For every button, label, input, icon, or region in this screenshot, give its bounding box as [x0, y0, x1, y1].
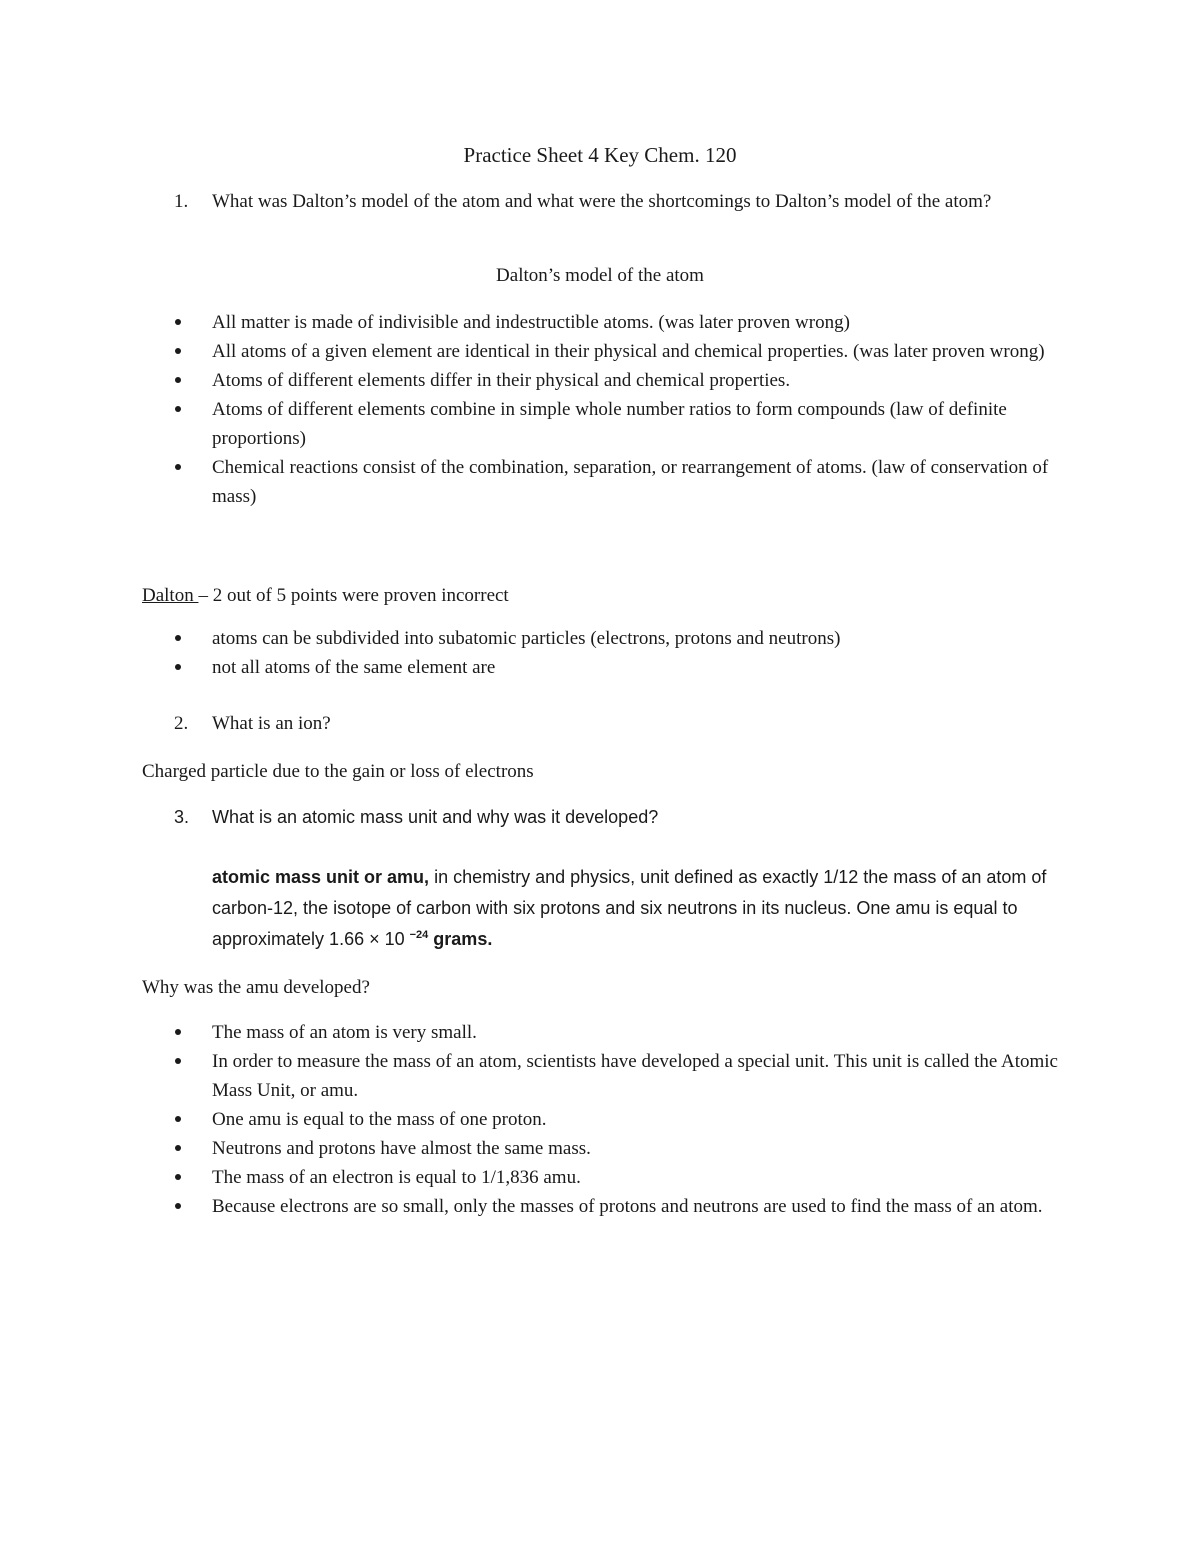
dalton-model-list	[212, 308, 1062, 511]
question-number: 1.	[174, 191, 189, 212]
question-1	[174, 187, 1054, 216]
question-number: 2.	[174, 713, 189, 734]
list-item: Atoms of different elements differ in their physical and chemical properties.	[212, 366, 1062, 395]
why-heading: Why was the amu developed?	[142, 977, 370, 998]
list-item: All matter is made of indivisible and indestructible atoms. (was later proven wrong)	[212, 308, 1062, 337]
list-item: Chemical reactions consist of the combination, separation, or rearrangement of atoms. (law of conservation of mass)	[212, 453, 1062, 511]
list-item: Neutrons and protons have almost the same mass.	[212, 1134, 1062, 1163]
summary-text: – 2 out of 5 points were proven incorrect	[198, 585, 509, 606]
list-item: Because electrons are so small, only the masses of protons and neutrons are used to find the mass of an atom.	[212, 1192, 1062, 1221]
list-item: The mass of an electron is equal to 1/1,836 amu.	[212, 1163, 1062, 1192]
bullet-icon	[175, 406, 181, 412]
question-text: What is an atomic mass unit and why was it developed?	[212, 807, 659, 827]
bullet-icon	[175, 1174, 181, 1180]
bullet-icon	[175, 1029, 181, 1035]
list-item: The mass of an atom is very small.	[212, 1018, 1062, 1047]
bullet-icon	[175, 1058, 181, 1064]
amu-reasons-list	[212, 1018, 1062, 1221]
bullet-icon	[175, 1145, 181, 1151]
bullet-icon	[175, 464, 181, 470]
definition-term: atomic mass unit or amu,	[212, 867, 430, 887]
section-subheading: Dalton’s model of the atom	[496, 265, 704, 286]
list-item: All atoms of a given element are identical in their physical and chemical properties. (was later proven wrong)	[212, 337, 1062, 366]
list-item: In order to measure the mass of an atom, scientists have developed a special unit. This unit is called the Atomic Mass Unit, or amu.	[212, 1047, 1062, 1105]
question-text: What is an ion?	[212, 713, 331, 734]
dalton-summary	[142, 581, 1042, 610]
definition-exponent: −24	[409, 929, 429, 941]
page-title: Practice Sheet 4 Key Chem. 120	[463, 143, 737, 167]
list-item: atoms can be subdivided into subatomic particles (electrons, protons and neutrons)	[212, 624, 1062, 653]
question-text: What was Dalton’s model of the atom and what were the shortcomings to Dalton’s model of the atom?	[212, 191, 992, 212]
bullet-icon	[175, 348, 181, 354]
bullet-icon	[175, 319, 181, 325]
bullet-icon	[175, 1203, 181, 1209]
summary-label: Dalton	[142, 585, 199, 606]
bullet-icon	[175, 635, 181, 641]
bullet-icon	[175, 1116, 181, 1122]
bullet-icon	[175, 377, 181, 383]
bullet-icon	[175, 664, 181, 670]
definition-body: in chemistry and physics, unit defined as exactly 1/12 the mass of an atom of carbon-12, the isotope of carbon with six protons and six neutrons in its nucleus. One amu is equal to approximately 1.66 × 10	[212, 867, 1047, 949]
list-item: not all atoms of the same element are	[212, 653, 1062, 682]
answer-text: Charged particle due to the gain or loss of electrons	[142, 761, 534, 782]
shortcomings-list	[212, 624, 1062, 682]
question-3	[174, 803, 1054, 832]
list-item: One amu is equal to the mass of one proton.	[212, 1105, 1062, 1134]
definition-end: grams.	[428, 929, 493, 949]
list-item: Atoms of different elements combine in simple whole number ratios to form compounds (law of definite proportions)	[212, 395, 1062, 453]
amu-definition	[212, 862, 1062, 955]
question-2	[174, 709, 1054, 738]
question-number: 3.	[174, 807, 190, 827]
